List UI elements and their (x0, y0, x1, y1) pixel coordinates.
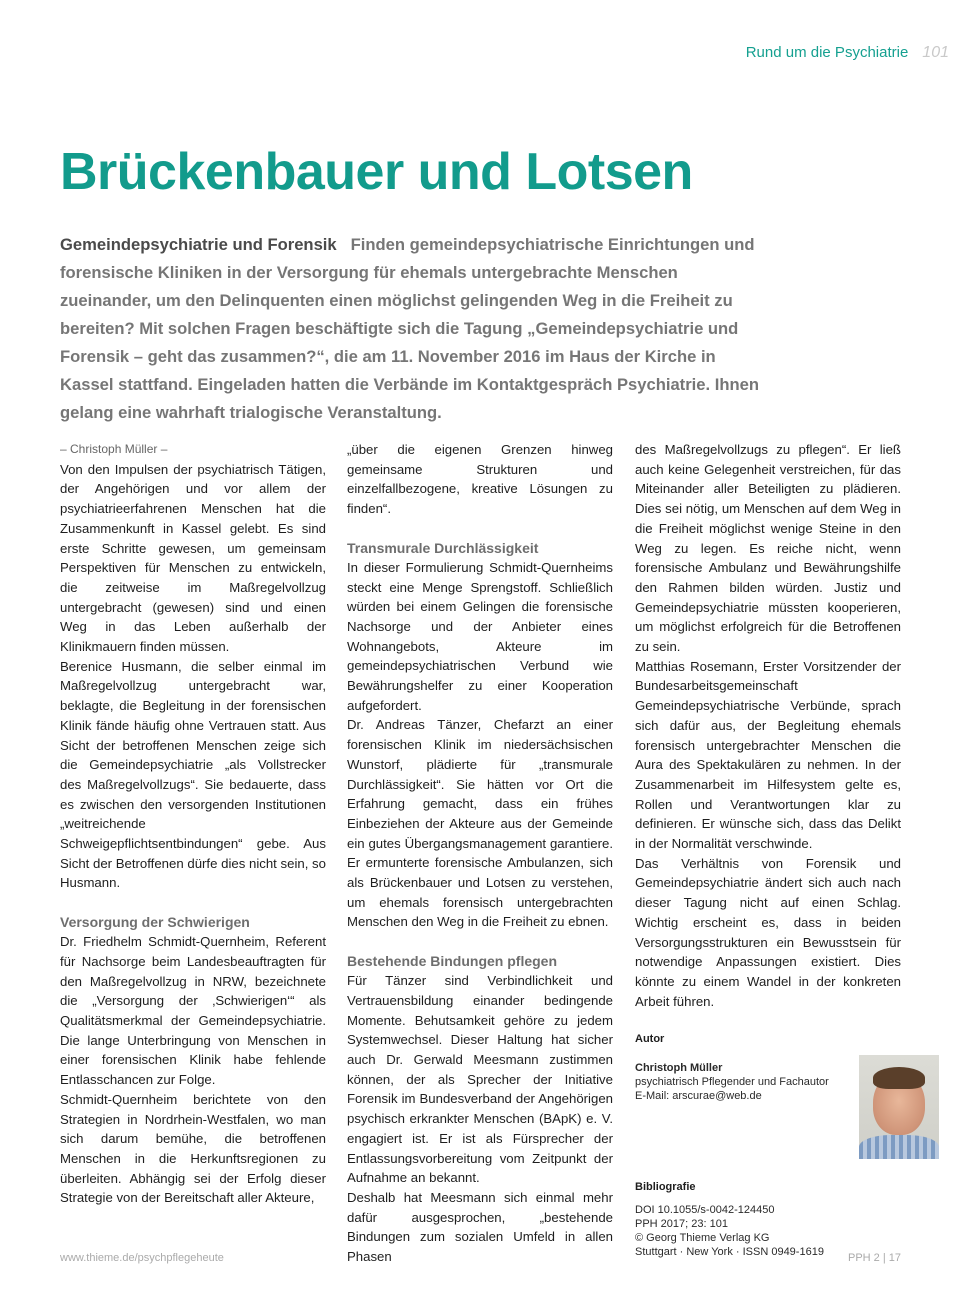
lead-text: Finden gemeindepsychiatrische Einrichtungen und forensische Kliniken in der Versorgung für ehemals untergebrachte Menschen zueinander, um den Delinquenten einen möglichst gelingenden Weg in die Freiheit zu bereiten? Mit solchen Fragen beschäftigte sich die Tagung „Gemeindepsychiatrie und Forensik – geht das zusammen?“, die am 11. November 2016 im Haus der Kirche in Kassel stattfand. Eingeladen hatten die Verbände im Kontaktgespräch Psychiatrie. Ihnen gelang eine wahrhaft trialogische Veranstaltung. (60, 235, 759, 422)
author-details (635, 1061, 829, 1103)
article-title: Brückenbauer und Lotsen (60, 143, 693, 201)
author-heading: Autor (635, 1033, 665, 1046)
paragraph: des Maßregelvollzugs zu pflegen“. Er ließ auch keine Gelegenheit verstreichen, für das Miteinander aller Beteiligten zu plädieren. Dies sei nötig, um Menschen auf dem Weg in die Freiheit möglichst wenige Steine in den Weg zu legen. Es reiche nicht, wenn forensische Ambulanz und Bewährungshilfe den Rahmen bilden würden. Justiz und Gemeindepsychiatrie müssten kooperieren, um möglichst erfolgreich für die Betroffenen zu sein. (635, 442, 901, 655)
author-box (635, 1061, 901, 1165)
paragraph: Matthias Rosemann, Erster Vorsitzender der Bundesarbeitsgemeinschaft Gemeindepsychiatrische Verbünde, sprach sich dafür aus, der Begleitung ehemals forensisch untergebrachter Menschen die Aura des Spektakulären zu nehmen. In der Zusammenarbeit im Hilfesystem gelte es, Rollen und Verantwortungen klar zu definieren. Er wünsche sich, dass das Delikt in der Normalität verschwinde. (635, 658, 901, 852)
paragraph: Von den Impulsen der psychiatrisch Tätigen, der Angehörigen und vor allem der psychiatrieerfahrenen Menschen hat die Zusammenkunft in Kassel gelebt. Es sind erste Schritte gewesen, um gemeinsam Perspektiven für Menschen zu entwickeln, die zeitweise im Maßregelvollzug untergebracht (gewesen) sind und einen Weg in das Leben außerhalb der Klinikmauern finden müssen. (60, 461, 326, 655)
paragraph: „über die eigenen Grenzen hinweg gemeinsame Strukturen und einzelfallbezogene, kreative Lösungen zu finden“. (347, 442, 613, 517)
photo-shirt (859, 1135, 939, 1159)
column-3 (635, 440, 901, 1259)
running-header (746, 44, 949, 62)
section-heading: Bestehende Bindungen pflegen (347, 953, 558, 970)
paragraph: Das Verhältnis von Forensik und Gemeindepsychiatrie ändert sich auch nach dieser Tagung nicht auf einen Schlag. Wichtig erscheint es, dass in beiden Versorgungsstrukturen ein Bewusstsein für notwendige Anpassungen existiert. Dies könnte zu einem Wandel in der konkreten Arbeit führen. (635, 855, 901, 1009)
paragraph: Dr. Andreas Tänzer, Chefarzt an einer forensischen Klinik im niedersächsischen Wunstorf, plädierte für „transmurale Durchlässigkeit“. Sie hätten vor Ort die Erfahrung gemacht, dass ein frühes Einbeziehen der Akteure aus der Gemeinde ein gutes Übergangsmanagement garantiere. Er ermunterte forensische Ambulanzen, sich als Brückenbauer und Lotsen zu verstehen, um ehemals forensisch untergebrachten Menschen den Weg in die Freiheit zu ebnen. (347, 717, 613, 930)
article-lead (60, 231, 760, 427)
photo-hair (873, 1067, 925, 1089)
page-number: 101 (922, 44, 949, 61)
paragraph: Für Tänzer sind Verbindlichkeit und Vertrauensbildung einander bedingende Momente. Behutsamkeit gehöre zu jedem Systemwechsel. Dieser Haltung hat sicher auch Dr. Gerwald Meesmann zustimmen können, der als Sprecher der Initiative Forensik im Bundesverband der Angehörigen psychisch erkrankter Menschen (BApK) e. V. engagiert ist. Er ist als Fürsprecher der Entlassungsvorbereitung vom Zeitpunkt der Aufnahme an bekannt. (347, 973, 613, 1186)
author-email[interactable]: E-Mail: arscurae@web.de (635, 1090, 762, 1103)
copyright: © Georg Thieme Verlag KG (635, 1232, 770, 1245)
footer-url[interactable]: www.thieme.de/psychpflegeheute (60, 1252, 224, 1264)
bibliography-heading: Bibliografie (635, 1181, 696, 1194)
paragraph: Dr. Friedhelm Schmidt-Quernheim, Referent für Nachsorge beim Landesbeauftragten für den Maßregelvollzug in NRW, bezeichnete die „Versorgung der ‚Schwierigen‘“ als Qualitätsmerkmal der Gemeindepsychiatrie. Die lange Unterbringung von Menschen in einer forensischen Klinik habe fehlende Entlasschancen zur Folge. (60, 934, 326, 1088)
paragraph: Deshalb hat Meesmann sich einmal mehr dafür ausgesprochen, „bestehende Bindungen zum sozialen Umfeld in allen Phasen (347, 1189, 613, 1265)
byline: – Christoph Müller – (60, 442, 168, 456)
section-heading: Transmurale Durchlässigkeit (347, 539, 539, 556)
author-photo (859, 1055, 939, 1159)
column-2 (347, 440, 613, 1267)
footer-issue: PPH 2 | 17 (848, 1252, 901, 1264)
lead-keyword: Gemeindepsychiatrie und Forensik (60, 235, 337, 254)
section-title: Rund um die Psychiatrie (745, 44, 909, 61)
publisher-place: Stuttgart · New York · ISSN 0949-1619 (635, 1246, 824, 1259)
doi[interactable]: DOI 10.1055/s-0042-124450 (635, 1204, 775, 1217)
paragraph: In dieser Formulierung Schmidt-Quernheims steckt eine Menge Sprengstoff. Schließlich würden bei einem Gelingen die forensische Nachsorge und der Anbieter eines Wohnangebots, Akteure im gemeindepsychiatrischen Verbund wie Bewährungshelfer zu einer Kooperation aufgefordert. (347, 559, 613, 713)
author-role: psychiatrisch Pflegender und Fachautor (635, 1076, 829, 1089)
paragraph: Schmidt-Quernheim berichtete von den Strategien in Nordrhein-Westfalen, wo man sich darum bemühe, die betroffenen Menschen in die Herkunftsregionen zu überleiten. Abhängig sei der Erfolg dieser Strategie von der Bereitschaft aller Akteure, (60, 1091, 326, 1206)
section-heading: Versorgung der Schwierigen (60, 914, 250, 931)
paragraph: Berenice Husmann, die selber einmal im Maßregelvollzug untergebracht war, beklagte, die Begleitung in der forensischen Klinik fände häufig ohne Vertrauen statt. Aus Sicht der betroffenen Menschen zeige sich die Gemeindepsychiatrie „als Vollstrecker des Maßregelvollzugs“. Sie bedauerte, dass es zwischen den versorgenden Institutionen „weitreichende Schweigepflichtsentbindungen“ gebe. Aus Sicht der Betroffenen dürfe dies nicht sein, so Husmann. (60, 658, 326, 891)
column-1 (60, 440, 326, 1208)
author-name: Christoph Müller (635, 1062, 723, 1075)
citation: PPH 2017; 23: 101 (635, 1218, 728, 1231)
bibliography (635, 1179, 901, 1259)
